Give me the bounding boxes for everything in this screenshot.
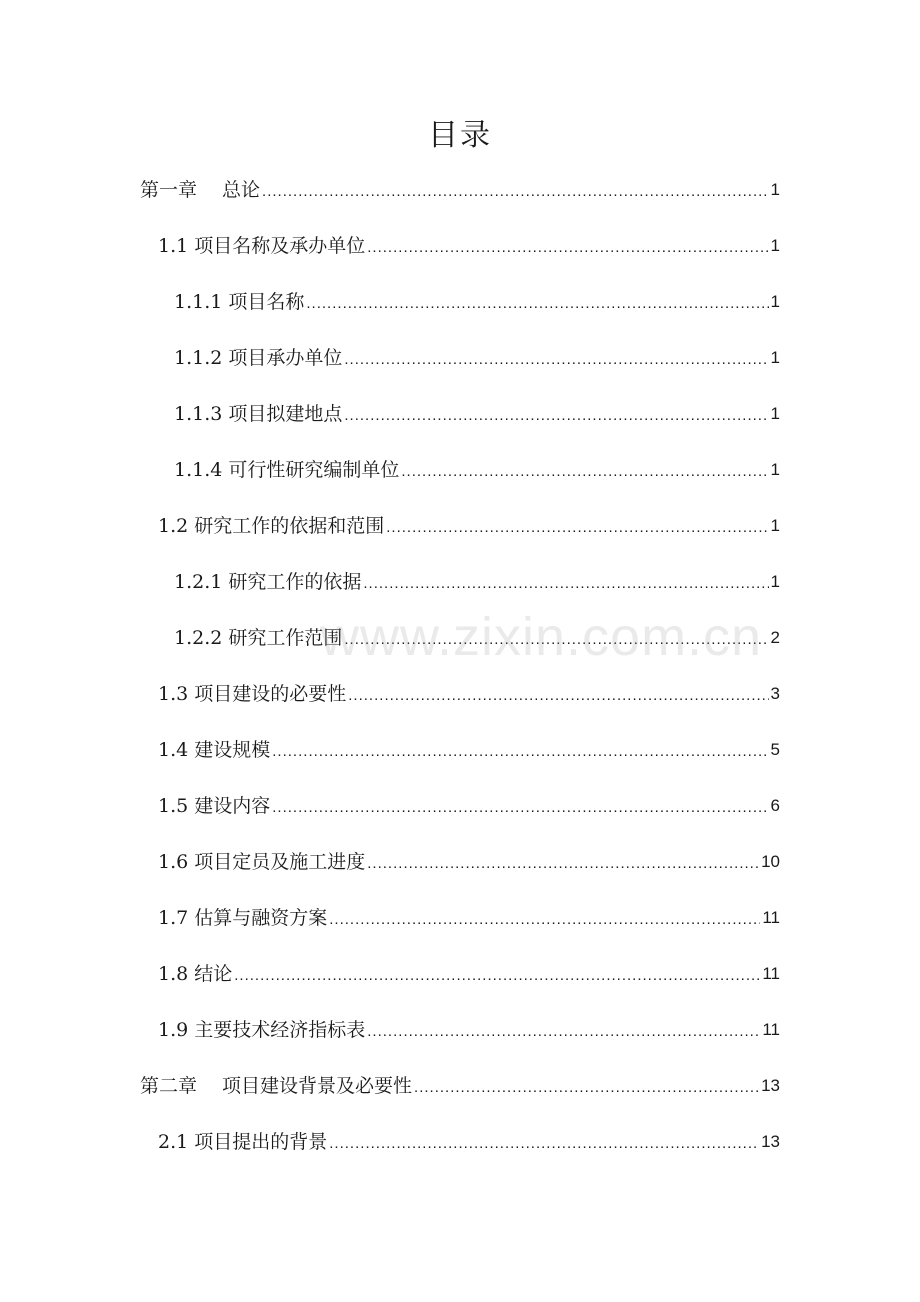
toc-entry-label: 1.5 建设内容 bbox=[158, 795, 271, 817]
toc-entry-page: 10 bbox=[761, 852, 780, 871]
toc-entry-label: 1.1 项目名称及承办单位 bbox=[158, 235, 366, 257]
toc-entry-page: 6 bbox=[770, 796, 780, 815]
dot-leader bbox=[367, 854, 759, 874]
toc-entry[interactable] bbox=[174, 452, 780, 482]
toc-entry[interactable] bbox=[174, 564, 780, 594]
toc-entry-label: 1.3 项目建设的必要性 bbox=[158, 683, 347, 705]
toc-entry-label: 第一章 总论 bbox=[140, 179, 261, 201]
toc-entry-label: 1.1.1 项目名称 bbox=[174, 291, 305, 313]
toc-entry-page: 11 bbox=[762, 964, 780, 983]
dot-leader bbox=[386, 518, 768, 538]
toc-entry-page: 13 bbox=[761, 1076, 780, 1095]
dot-leader bbox=[363, 574, 768, 594]
toc-entry-page: 1 bbox=[770, 236, 780, 255]
toc-entry-page: 13 bbox=[761, 1132, 780, 1151]
toc-entry-label: 1.1.4 可行性研究编制单位 bbox=[174, 459, 400, 481]
toc-entry-label: 1.7 估算与融资方案 bbox=[158, 907, 328, 929]
toc-entry-page: 1 bbox=[770, 348, 780, 367]
toc-entry[interactable] bbox=[140, 1068, 780, 1098]
toc-entry-page: 11 bbox=[762, 1020, 780, 1039]
toc-entry[interactable] bbox=[158, 956, 780, 986]
toc-entry-page: 1 bbox=[770, 460, 780, 479]
dot-leader bbox=[344, 406, 768, 426]
toc-entry-page: 11 bbox=[762, 908, 780, 927]
dot-leader bbox=[272, 742, 768, 762]
toc-entry-page: 1 bbox=[770, 572, 780, 591]
dot-leader bbox=[414, 1078, 759, 1098]
toc-entry[interactable] bbox=[158, 844, 780, 874]
toc-entry-label: 1.6 项目定员及施工进度 bbox=[158, 851, 366, 873]
toc-entry-page: 1 bbox=[770, 404, 780, 423]
dot-leader bbox=[234, 966, 760, 986]
toc-entry-label: 1.2 研究工作的依据和范围 bbox=[158, 515, 385, 537]
toc-entry-page: 1 bbox=[770, 180, 780, 199]
toc-entry[interactable] bbox=[158, 228, 780, 258]
toc-entry[interactable] bbox=[174, 396, 780, 426]
toc-entry[interactable] bbox=[158, 1124, 780, 1154]
dot-leader bbox=[262, 182, 768, 202]
toc-entry-label: 1.2.2 研究工作范围 bbox=[174, 627, 343, 649]
toc-entry-page: 2 bbox=[770, 628, 780, 647]
toc-entry-label: 2.1 项目提出的背景 bbox=[158, 1131, 328, 1153]
toc-entry[interactable] bbox=[140, 172, 780, 202]
dot-leader bbox=[401, 462, 768, 482]
toc-entry-page: 5 bbox=[770, 740, 780, 759]
toc-entry-label: 1.1.2 项目承办单位 bbox=[174, 347, 343, 369]
toc-entry[interactable] bbox=[174, 284, 780, 314]
toc-entry[interactable] bbox=[174, 340, 780, 370]
toc-entry[interactable] bbox=[158, 900, 780, 930]
dot-leader bbox=[367, 238, 768, 258]
toc-entry[interactable] bbox=[158, 732, 780, 762]
toc-entry-label: 1.8 结论 bbox=[158, 963, 233, 985]
dot-leader bbox=[329, 910, 760, 930]
document-title: 目录 bbox=[428, 118, 492, 153]
dot-leader bbox=[344, 630, 768, 650]
dot-leader bbox=[329, 1134, 759, 1154]
toc-entry-label: 1.4 建设规模 bbox=[158, 739, 271, 761]
toc-entry-label: 第二章 项目建设背景及必要性 bbox=[140, 1075, 413, 1097]
toc-entry[interactable] bbox=[158, 676, 780, 706]
toc-entry[interactable] bbox=[174, 620, 780, 650]
toc-entry[interactable] bbox=[158, 508, 780, 538]
toc-entry-label: 1.9 主要技术经济指标表 bbox=[158, 1019, 366, 1041]
toc-entry-page: 3 bbox=[770, 684, 780, 703]
dot-leader bbox=[367, 1022, 760, 1042]
watermark: www.zixin.com.cn bbox=[320, 607, 763, 667]
toc-entry[interactable] bbox=[158, 1012, 780, 1042]
dot-leader bbox=[348, 686, 768, 706]
dot-leader bbox=[306, 294, 768, 314]
dot-leader bbox=[344, 350, 768, 370]
toc-entry-label: 1.1.3 项目拟建地点 bbox=[174, 403, 343, 425]
dot-leader bbox=[272, 798, 768, 818]
toc-entry-page: 1 bbox=[770, 292, 780, 311]
toc-entry-label: 1.2.1 研究工作的依据 bbox=[174, 571, 362, 593]
toc-entry-page: 1 bbox=[770, 516, 780, 535]
toc-entry[interactable] bbox=[158, 788, 780, 818]
